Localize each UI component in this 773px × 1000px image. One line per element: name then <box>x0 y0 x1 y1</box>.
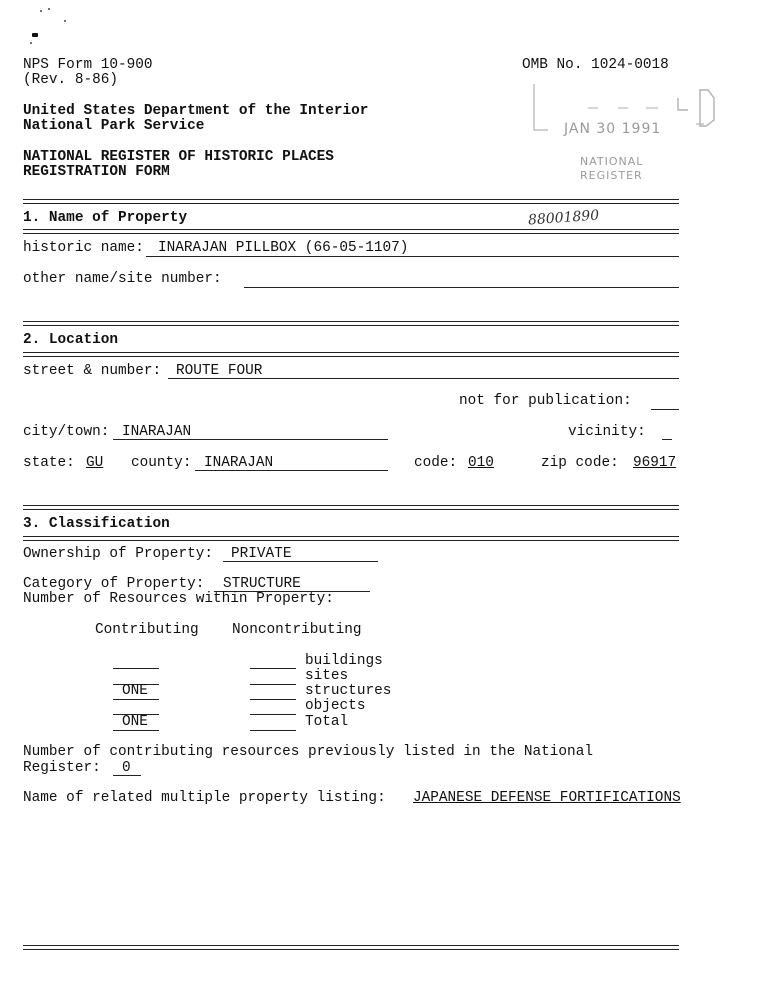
section-divider <box>23 505 679 510</box>
vicinity-field-line <box>662 439 672 440</box>
ownership-value: PRIVATE <box>231 546 292 562</box>
previously-listed-label: Register: <box>23 760 101 776</box>
zip-value: 96917 <box>633 455 677 471</box>
handwritten-reference-number: 88001890 <box>527 207 600 229</box>
scan-speck <box>32 33 38 37</box>
form-number: NPS Form 10-900 <box>23 57 153 73</box>
state-label: state: <box>23 455 75 471</box>
service-name: National Park Service <box>23 118 205 134</box>
section1-heading: 1. Name of Property <box>23 210 188 226</box>
form-title-line2: REGISTRATION FORM <box>23 164 170 180</box>
not-for-publication-label: not for publication: <box>459 393 632 409</box>
code-label: code: <box>414 455 458 471</box>
section-divider <box>23 229 679 234</box>
scan-speck <box>30 42 32 44</box>
ownership-label: Ownership of Property: <box>23 546 213 562</box>
street-label: street & number: <box>23 363 162 379</box>
state-value: GU <box>86 455 104 471</box>
section-divider <box>23 945 679 950</box>
not-for-publication-field-line <box>651 409 679 410</box>
section2-heading: 2. Location <box>23 332 118 348</box>
ownership-field-line <box>223 561 378 562</box>
historic-name-label: historic name: <box>23 240 144 256</box>
previously-listed-field-line <box>113 775 141 776</box>
section-divider <box>23 321 679 326</box>
resource-noncontributing-line <box>250 699 296 700</box>
historic-name-value: INARAJAN PILLBOX (66-05-1107) <box>158 240 409 256</box>
section-divider <box>23 536 679 541</box>
section-divider <box>23 199 679 204</box>
received-stamp <box>528 80 718 190</box>
street-field-line <box>168 378 679 379</box>
noncontributing-column-header: Noncontributing <box>232 622 362 638</box>
resource-noncontributing-line <box>250 730 296 731</box>
city-value: INARAJAN <box>122 424 192 440</box>
resource-noncontributing-line <box>250 684 296 685</box>
previously-listed-value: 0 <box>122 760 131 776</box>
category-label: Category of Property: <box>23 576 205 592</box>
code-value: 010 <box>468 455 494 471</box>
resource-type-label: sites <box>305 668 349 684</box>
scan-speck <box>48 8 50 10</box>
resource-contributing-line <box>113 668 159 669</box>
zip-label: zip code: <box>541 455 619 471</box>
city-label: city/town: <box>23 424 110 440</box>
multiple-listing-value: JAPANESE DEFENSE FORTIFICATIONS <box>413 790 681 806</box>
other-name-field-line <box>244 287 679 288</box>
previously-listed-text: Number of contributing resources previously listed in the National <box>23 744 593 760</box>
county-label: county: <box>131 455 192 471</box>
category-value: STRUCTURE <box>223 576 301 592</box>
resource-type-label: buildings <box>305 653 383 669</box>
stamp-date: JAN 30 1991 <box>564 121 662 137</box>
stamp-line2: REGISTER <box>580 169 643 182</box>
historic-name-field-line <box>146 256 679 257</box>
resources-label: Number of Resources within Property: <box>23 591 334 607</box>
other-name-label: other name/site number: <box>23 271 222 287</box>
resource-type-label: structures <box>305 683 392 699</box>
section3-heading: 3. Classification <box>23 516 170 532</box>
resource-contributing-count: ONE <box>122 714 148 730</box>
vicinity-label: vicinity: <box>568 424 646 440</box>
resource-noncontributing-line <box>250 668 296 669</box>
contributing-column-header: Contributing <box>95 622 199 638</box>
county-field-line <box>195 470 388 471</box>
county-value: INARAJAN <box>204 455 274 471</box>
resource-type-label: Total <box>305 714 349 730</box>
stamp-line1: NATIONAL <box>580 155 644 168</box>
omb-number: OMB No. 1024-0018 <box>522 57 669 73</box>
resource-contributing-line <box>113 730 159 731</box>
form-title-line1: NATIONAL REGISTER OF HISTORIC PLACES <box>23 149 334 165</box>
street-value: ROUTE FOUR <box>176 363 263 379</box>
department-name: United States Department of the Interior <box>23 103 369 119</box>
resource-contributing-count: ONE <box>122 683 148 699</box>
multiple-listing-label: Name of related multiple property listing: <box>23 790 386 806</box>
section-divider <box>23 352 679 357</box>
resource-noncontributing-line <box>250 714 296 715</box>
form-revision: (Rev. 8-86) <box>23 72 118 88</box>
scan-speck <box>40 10 42 12</box>
resource-type-label: objects <box>305 698 366 714</box>
scan-speck <box>64 20 66 22</box>
city-field-line <box>113 439 388 440</box>
resource-contributing-line <box>113 699 159 700</box>
